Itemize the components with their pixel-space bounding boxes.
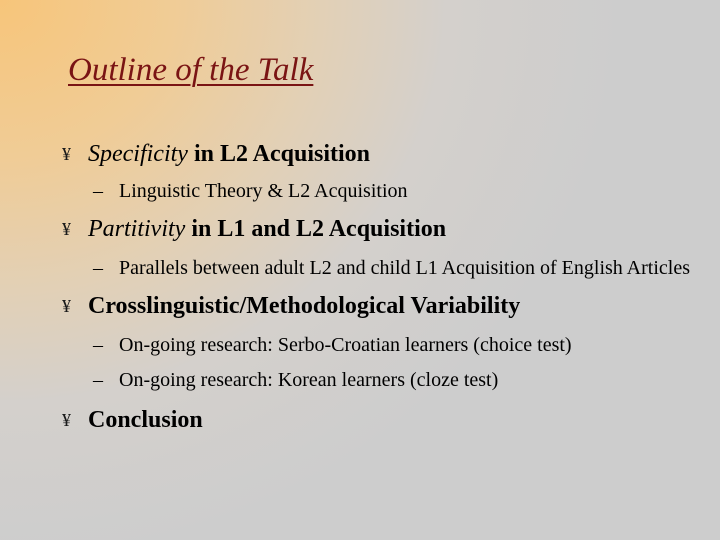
bullet-text: Conclusion [88, 407, 203, 433]
bullet-marker-icon: ¥ [62, 219, 71, 239]
bullet-emphasis: Partitivity [88, 216, 186, 242]
dash-marker-icon: – [93, 180, 103, 202]
sub-item-text: Linguistic Theory & L2 Acquisition [119, 180, 408, 202]
slide-title: Outline of the Talk [68, 52, 314, 88]
bullet-item-conclusion [62, 404, 702, 436]
slide-content [62, 138, 702, 436]
bullet-text: Crosslinguistic/Methodological Variability [88, 293, 521, 319]
dash-marker-icon: – [93, 369, 103, 391]
bullet-item-partitivity [62, 213, 702, 245]
sub-item [62, 332, 702, 358]
bullet-marker-icon: ¥ [62, 296, 71, 316]
sub-item [62, 255, 702, 281]
sub-item-text: On-going research: Serbo-Croatian learners (choice test) [119, 334, 572, 356]
bullet-text: in L1 and L2 Acquisition [185, 216, 447, 242]
bullet-marker-icon: ¥ [62, 410, 71, 430]
bullet-item-specificity [62, 138, 702, 170]
bullet-item-variability [62, 290, 702, 322]
sub-item [62, 178, 702, 204]
bullet-text: in L2 Acquisition [187, 141, 371, 167]
bullet-emphasis: Specificity [88, 141, 188, 167]
sub-item [62, 367, 702, 393]
dash-marker-icon: – [93, 334, 103, 356]
sub-item-text: On-going research: Korean learners (cloze test) [119, 369, 499, 391]
sub-item-text: Parallels between adult L2 and child L1 Acquisition of English Articles [119, 257, 690, 279]
dash-marker-icon: – [93, 257, 103, 279]
bullet-marker-icon: ¥ [62, 144, 71, 164]
